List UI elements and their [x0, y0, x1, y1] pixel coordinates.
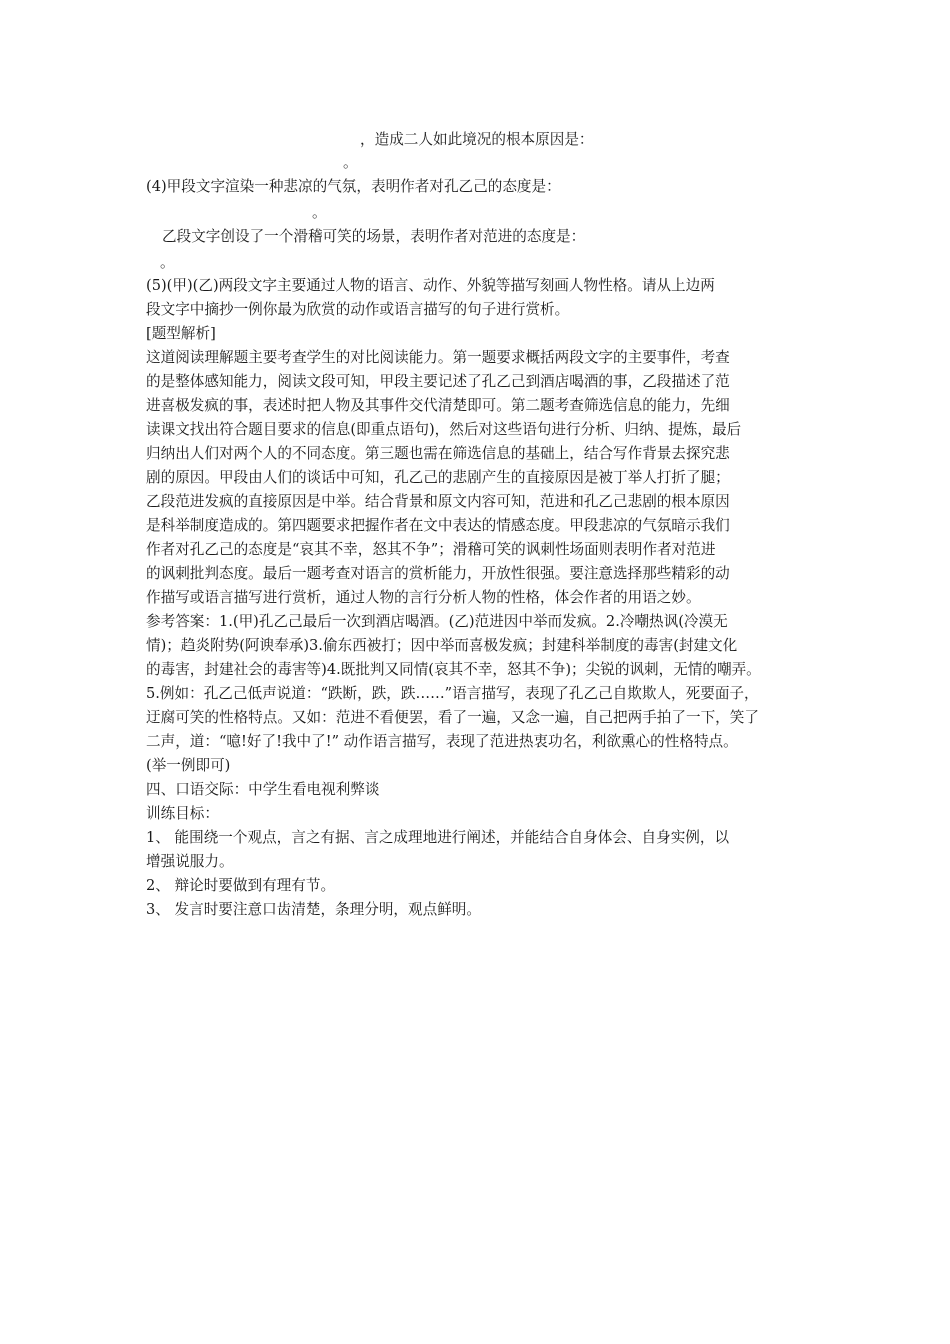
analysis-line: 的是整体感知能力，阅读文段可知，甲段主要记述了孔乙己到酒店喝酒的事，乙段描述了范 — [146, 373, 730, 390]
section-four-title: 四、口语交际：中学生看电视利弊谈 — [146, 781, 380, 798]
answer-line: 参考答案：1.(甲)孔乙己最后一次到酒店喝酒。(乙)范进因中举而发疯。2.冷嘲热讽(冷漠无 — [146, 613, 728, 630]
analysis-line: 读课文找出符合题目要求的信息(即重点语句)，然后对这些语句进行分析、归纳、提炼，最后 — [146, 421, 742, 438]
analysis-line: 剧的原因。甲段由人们的谈话中可知，孔乙己的悲剧产生的直接原因是被丁举人打折了腿； — [146, 469, 730, 486]
q4-text-line-4: 。 — [160, 254, 175, 271]
answer-line: (举一例即可) — [146, 757, 231, 774]
answer-line: 二声，道：“噫!好了!我中了!” 动作语言描写，表现了范进热衷功名，利欲熏心的性格特点。 — [146, 733, 738, 750]
q4-text-line-2: 。 — [312, 204, 327, 221]
analysis-heading: [题型解析] — [146, 325, 216, 342]
analysis-line: 这道阅读理解题主要考查学生的对比阅读能力。第一题要求概括两段文字的主要事件，考查 — [146, 349, 730, 366]
q4-text-line-3: 乙段文字创设了一个滑稽可笑的场景，表明作者对范进的态度是： — [162, 228, 586, 245]
analysis-line: 乙段范进发疯的直接原因是中举。结合背景和原文内容可知，范进和孔乙己悲剧的根本原因 — [146, 493, 730, 510]
analysis-line: 作描写或语言描写进行赏析，通过人物的言行分析人物的性格，体会作者的用语之妙。 — [146, 589, 701, 606]
answer-line: 的毒害，封建社会的毒害等)4.既批判又同情(哀其不幸，怒其不争)；尖锐的讽刺，无情的嘲弄。 — [146, 661, 761, 678]
q3-text-line-1: ，造成二人如此境况的根本原因是： — [360, 131, 594, 148]
answer-line: 迂腐可笑的性格特点。又如：范进不看便罢，看了一遍，又念一遍，自己把两手拍了一下，笑了 — [146, 709, 759, 726]
q5-text-line-2: 段文字中摘抄一例你最为欣赏的动作或语言描写的句子进行赏析。 — [146, 301, 570, 318]
answer-line: 5.例如：孔乙己低声说道：“跌断，跌，跌……”语言描写，表现了孔乙己自欺欺人，死要面子， — [146, 685, 759, 702]
training-goals-label: 训练目标： — [146, 805, 219, 822]
analysis-line: 作者对孔乙己的态度是“哀其不幸，怒其不争”；滑稽可笑的讽刺性场面则表明作者对范进 — [146, 541, 716, 558]
goal-item-2: 2、 辩论时要做到有理有节。 — [146, 877, 336, 894]
goal-item-1-continued: 增强说服力。 — [146, 853, 234, 870]
analysis-line: 是科举制度造成的。第四题要求把握作者在文中表达的情感态度。甲段悲凉的气氛暗示我们 — [146, 517, 730, 534]
q4-text-line-1: (4)甲段文字渲染一种悲凉的气氛，表明作者对孔乙己的态度是： — [146, 178, 561, 195]
q3-text-line-2: 。 — [343, 154, 358, 171]
analysis-line: 的讽刺批判态度。最后一题考查对语言的赏析能力，开放性很强。要注意选择那些精彩的动 — [146, 565, 730, 582]
analysis-line: 进喜极发疯的事，表述时把人物及其事件交代清楚即可。第二题考查筛选信息的能力，先细 — [146, 397, 730, 414]
goal-item-3: 3、 发言时要注意口齿清楚，条理分明，观点鲜明。 — [146, 901, 481, 918]
analysis-line: 归纳出人们对两个人的不同态度。第三题也需在筛选信息的基础上，结合写作背景去探究悲 — [146, 445, 730, 462]
goal-item-1: 1、 能围绕一个观点，言之有据、言之成理地进行阐述，并能结合自身体会、自身实例，以 — [146, 829, 730, 846]
q5-text-line-1: (5)(甲)(乙)两段文字主要通过人物的语言、动作、外貌等描写刻画人物性格。请从上边两 — [146, 277, 715, 294]
answer-line: 情)；趋炎附势(阿谀奉承)3.偷东西被打；因中举而喜极发疯；封建科举制度的毒害(封建文化 — [146, 637, 738, 654]
